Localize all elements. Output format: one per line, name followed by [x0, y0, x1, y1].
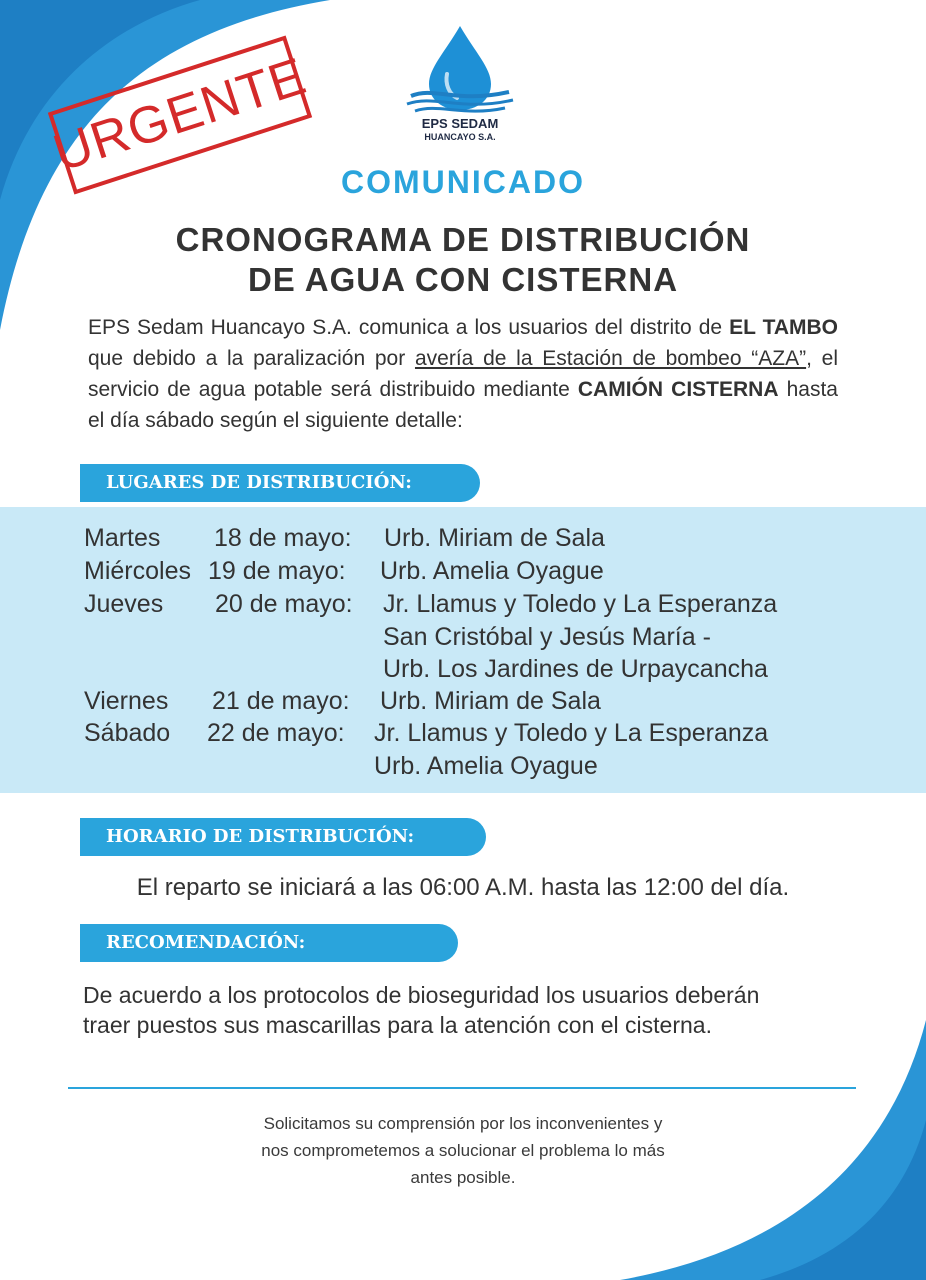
divider	[68, 1087, 856, 1089]
logo-subname: HUANCAYO S.A.	[424, 132, 496, 142]
schedule-place-continued: Urb. Amelia Oyague	[374, 752, 598, 780]
urgent-stamp-label: URGENTE	[46, 47, 314, 183]
intro-text-2: que debido a la paralización por	[88, 347, 415, 370]
schedule-place-continued: Urb. Los Jardines de Urpaycancha	[383, 655, 768, 683]
closing-note	[0, 1110, 926, 1191]
schedule-date: 19 de mayo:	[208, 557, 346, 585]
schedule-day: Jueves	[84, 590, 164, 618]
intro-district: EL TAMBO	[729, 316, 839, 339]
schedule-date: 21 de mayo:	[212, 687, 350, 715]
schedule-place: Jr. Llamus y Toledo y La Esperanza	[374, 719, 769, 747]
section-recommendation-header: RECOMENDACIÓN:	[80, 924, 458, 962]
schedule-day: Viernes	[84, 687, 169, 715]
schedule-date: 20 de mayo:	[215, 590, 353, 618]
schedule-place: Urb. Amelia Oyague	[380, 557, 604, 585]
intro-text-1: EPS Sedam Huancayo S.A. comunica a los usuarios del distrito de	[88, 316, 730, 339]
closing-line-1: Solicitamos su comprensión por los inconvenientes y	[263, 1114, 663, 1133]
recommendation-text: De acuerdo a los protocolos de bioseguridad los usuarios deberán traer puestos sus mascarillas para la atención con el cisterna.	[83, 982, 760, 1038]
intro-text-4: hasta el día sábado según el siguiente detalle:	[88, 378, 838, 432]
intro-cause: avería de la Estación de bombeo “AZA”	[414, 347, 807, 370]
hours-text: El reparto se iniciará a las 06:00 A.M. hasta las 12:00 del día.	[136, 874, 790, 901]
schedule-day: Miércoles	[84, 557, 191, 585]
logo-name: EPS SEDAM	[421, 116, 499, 131]
closing-line-3: antes posible.	[410, 1168, 516, 1187]
schedule-place-continued: San Cristóbal y Jesús María -	[383, 623, 711, 651]
page-title	[0, 220, 926, 300]
schedule-day: Sábado	[84, 719, 171, 747]
intro-paragraph	[88, 312, 838, 436]
schedule-day: Martes	[84, 524, 161, 552]
schedule-date: 18 de mayo:	[214, 524, 352, 552]
section-hours-header: HORARIO DE DISTRIBUCIÓN:	[80, 818, 486, 856]
schedule-place: Urb. Miriam de Sala	[380, 687, 601, 715]
schedule-place: Urb. Miriam de Sala	[384, 524, 605, 552]
schedule-place: Jr. Llamus y Toledo y La Esperanza	[383, 590, 778, 618]
closing-line-2: nos comprometemos a solucionar el problema lo más	[261, 1141, 665, 1160]
intro-truck: CAMIÓN CISTERNA	[577, 378, 779, 401]
title-line-2: DE AGUA CON CISTERNA	[247, 261, 679, 298]
section-places-header: LUGARES DE DISTRIBUCIÓN:	[80, 464, 480, 502]
intro-text-3: , el servicio de agua potable será distribuido mediante	[88, 347, 839, 401]
schedule-date: 22 de mayo:	[207, 719, 345, 747]
sedam-logo	[402, 22, 518, 142]
water-drop-icon	[405, 22, 515, 114]
heading: COMUNICADO	[341, 164, 585, 200]
title-line-1: CRONOGRAMA DE DISTRIBUCIÓN	[175, 221, 751, 258]
